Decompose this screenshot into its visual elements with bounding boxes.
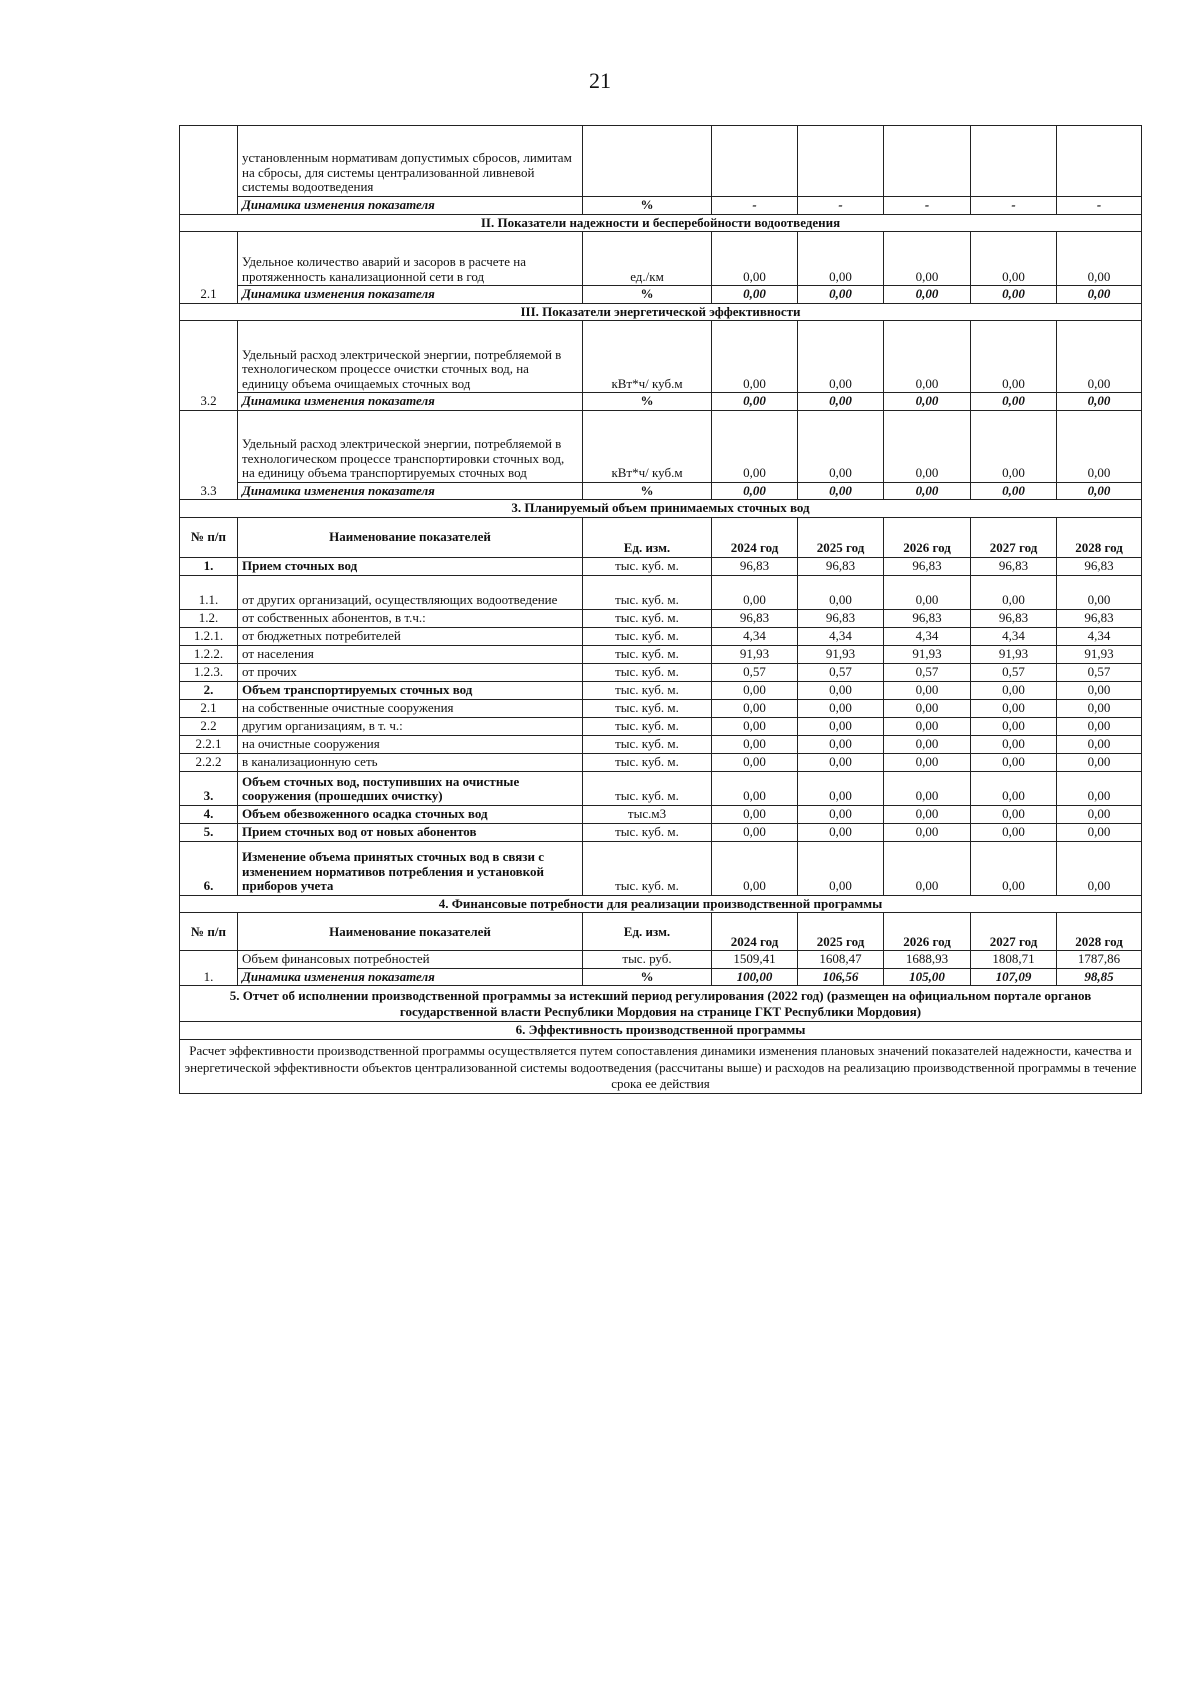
row-number: 3.3 — [180, 410, 238, 500]
volume-row — [180, 841, 1142, 895]
unit-cell — [583, 126, 712, 197]
value-cell — [884, 126, 971, 197]
section-title-row — [180, 500, 1142, 518]
indicator-row — [180, 232, 1142, 286]
indicators-table — [179, 125, 1142, 1094]
indicator-name: Изменение объема принятых сточных вод в связи с изменением нормативов потребления и установкой приборов учета — [238, 841, 583, 895]
unit-cell: тыс. куб. м. — [583, 663, 712, 681]
row-number: 4. — [180, 805, 238, 823]
volume-value-2: 0,00 — [798, 823, 884, 841]
volume-value-1: 0,00 — [712, 841, 798, 895]
header-row — [180, 517, 1142, 557]
section-title: 4. Финансовые потребности для реализации производственной программы — [180, 895, 1142, 913]
header-year-5: 2028 год — [1057, 913, 1142, 951]
volume-value-5: 0,00 — [1057, 823, 1142, 841]
dynamics-label: Динамика изменения показателя — [238, 482, 583, 500]
volume-value-1: 0,00 — [712, 753, 798, 771]
volume-value-1: 0,57 — [712, 663, 798, 681]
volume-value-2: 0,00 — [798, 841, 884, 895]
volume-value-3: 0,00 — [884, 717, 971, 735]
finance-value-5: 1787,86 — [1057, 951, 1142, 969]
dynamics-value-4: 0,00 — [971, 286, 1057, 304]
section-title: II. Показатели надежности и бесперебойности водоотведения — [180, 214, 1142, 232]
unit-cell: тыс. куб. м. — [583, 575, 712, 609]
volume-value-3: 0,00 — [884, 753, 971, 771]
section-title: 6. Эффективность производственной программы — [180, 1022, 1142, 1040]
dynamics-value-2: 106,56 — [798, 968, 884, 986]
volume-value-4: 0,00 — [971, 717, 1057, 735]
unit-cell: кВт*ч/ куб.м — [583, 410, 712, 482]
dynamics-row — [180, 393, 1142, 411]
dynamics-value-1: - — [712, 197, 798, 215]
indicator-value-5: 0,00 — [1057, 410, 1142, 482]
indicator-name: Удельное количество аварий и засоров в расчете на протяженность канализационной сети в год — [238, 232, 583, 286]
volume-row — [180, 717, 1142, 735]
finance-value-2: 1608,47 — [798, 951, 884, 969]
efficiency-text-row — [180, 1040, 1142, 1094]
volume-value-3: 96,83 — [884, 557, 971, 575]
unit-cell: ед./км — [583, 232, 712, 286]
indicator-value-4: 0,00 — [971, 321, 1057, 393]
dynamics-value-4: - — [971, 197, 1057, 215]
dynamics-value-2: 0,00 — [798, 482, 884, 500]
row-number — [180, 126, 238, 215]
header-year-3: 2026 год — [884, 913, 971, 951]
row-number: 3.2 — [180, 321, 238, 411]
header-row — [180, 913, 1142, 951]
volume-row — [180, 823, 1142, 841]
finance-value-1: 1509,41 — [712, 951, 798, 969]
dynamics-value-5: 0,00 — [1057, 286, 1142, 304]
header-year-4: 2027 год — [971, 517, 1057, 557]
indicator-value-2: 0,00 — [798, 232, 884, 286]
volume-value-4: 0,00 — [971, 735, 1057, 753]
header-number: № п/п — [180, 913, 238, 951]
value-cell — [1057, 126, 1142, 197]
volume-row — [180, 663, 1142, 681]
volume-value-1: 91,93 — [712, 645, 798, 663]
indicator-value-3: 0,00 — [884, 410, 971, 482]
volume-value-4: 0,00 — [971, 805, 1057, 823]
header-year-2: 2025 год — [798, 913, 884, 951]
value-cell — [971, 126, 1057, 197]
row-number: 2.1 — [180, 699, 238, 717]
volume-value-2: 0,00 — [798, 717, 884, 735]
volume-value-4: 0,00 — [971, 753, 1057, 771]
volume-value-5: 0,00 — [1057, 681, 1142, 699]
header-year-1: 2024 год — [712, 517, 798, 557]
dynamics-value-5: 0,00 — [1057, 482, 1142, 500]
volume-value-3: 91,93 — [884, 645, 971, 663]
section-title-row — [180, 214, 1142, 232]
volume-value-4: 0,57 — [971, 663, 1057, 681]
volume-value-2: 0,57 — [798, 663, 884, 681]
volume-value-3: 0,00 — [884, 841, 971, 895]
volume-value-5: 0,00 — [1057, 841, 1142, 895]
row-number: 1.2.3. — [180, 663, 238, 681]
row-number: 2.2.2 — [180, 753, 238, 771]
volume-row — [180, 575, 1142, 609]
page-number: 21 — [589, 68, 611, 93]
unit-cell: тыс. руб. — [583, 951, 712, 969]
row-number: 1.2.2. — [180, 645, 238, 663]
dynamics-value-1: 100,00 — [712, 968, 798, 986]
dynamics-value-2: 0,00 — [798, 286, 884, 304]
dynamics-value-1: 0,00 — [712, 482, 798, 500]
indicator-name: от бюджетных потребителей — [238, 627, 583, 645]
finance-value-3: 1688,93 — [884, 951, 971, 969]
volume-value-4: 0,00 — [971, 771, 1057, 805]
volume-row — [180, 645, 1142, 663]
volume-row — [180, 735, 1142, 753]
section-title-row — [180, 895, 1142, 913]
continuation-row — [180, 126, 1142, 197]
dynamics-label: Динамика изменения показателя — [238, 393, 583, 411]
volume-value-3: 96,83 — [884, 609, 971, 627]
dynamics-label: Динамика изменения показателя — [238, 968, 583, 986]
volume-value-2: 96,83 — [798, 609, 884, 627]
volume-row — [180, 699, 1142, 717]
volume-value-5: 0,00 — [1057, 717, 1142, 735]
dynamics-value-4: 107,09 — [971, 968, 1057, 986]
volume-row — [180, 771, 1142, 805]
indicator-value-1: 0,00 — [712, 232, 798, 286]
row-number: 2.2 — [180, 717, 238, 735]
unit-cell: кВт*ч/ куб.м — [583, 321, 712, 393]
volume-value-4: 0,00 — [971, 681, 1057, 699]
volume-value-5: 96,83 — [1057, 557, 1142, 575]
unit-cell: тыс. куб. м. — [583, 771, 712, 805]
volume-value-1: 0,00 — [712, 575, 798, 609]
row-number: 1. — [180, 951, 238, 986]
indicator-name: от населения — [238, 645, 583, 663]
indicator-name: Объем обезвоженного осадка сточных вод — [238, 805, 583, 823]
dynamics-value-5: 0,00 — [1057, 393, 1142, 411]
indicator-value-3: 0,00 — [884, 232, 971, 286]
dynamics-value-4: 0,00 — [971, 393, 1057, 411]
volume-row — [180, 557, 1142, 575]
indicator-name: в канализационную сеть — [238, 753, 583, 771]
indicator-name: Удельный расход электрической энергии, потребляемой в технологическом процессе очистки сточных вод, на единицу объема очищаемых сточных вод — [238, 321, 583, 393]
header-year-4: 2027 год — [971, 913, 1057, 951]
indicator-value-5: 0,00 — [1057, 321, 1142, 393]
volume-value-4: 96,83 — [971, 609, 1057, 627]
row-number: 6. — [180, 841, 238, 895]
unit-cell: тыс. куб. м. — [583, 735, 712, 753]
unit-cell: тыс. куб. м. — [583, 609, 712, 627]
volume-value-5: 91,93 — [1057, 645, 1142, 663]
indicator-value-4: 0,00 — [971, 232, 1057, 286]
volume-value-2: 0,00 — [798, 771, 884, 805]
dynamics-label: Динамика изменения показателя — [238, 197, 583, 215]
dynamics-value-3: 0,00 — [884, 393, 971, 411]
volume-row — [180, 627, 1142, 645]
dynamics-unit: % — [583, 482, 712, 500]
indicator-name: на очистные сооружения — [238, 735, 583, 753]
volume-value-5: 0,00 — [1057, 771, 1142, 805]
indicator-value-1: 0,00 — [712, 410, 798, 482]
indicator-value-5: 0,00 — [1057, 232, 1142, 286]
dynamics-value-5: 98,85 — [1057, 968, 1142, 986]
indicator-name: Прием сточных вод от новых абонентов — [238, 823, 583, 841]
volume-value-4: 0,00 — [971, 841, 1057, 895]
volume-value-5: 0,57 — [1057, 663, 1142, 681]
header-name: Наименование показателей — [238, 517, 583, 557]
row-number: 5. — [180, 823, 238, 841]
volume-value-4: 0,00 — [971, 823, 1057, 841]
dynamics-value-3: 0,00 — [884, 286, 971, 304]
volume-value-5: 96,83 — [1057, 609, 1142, 627]
dynamics-value-3: 0,00 — [884, 482, 971, 500]
volume-value-1: 0,00 — [712, 717, 798, 735]
volume-value-4: 4,34 — [971, 627, 1057, 645]
dynamics-value-1: 0,00 — [712, 286, 798, 304]
indicator-value-2: 0,00 — [798, 410, 884, 482]
indicator-name: от прочих — [238, 663, 583, 681]
report-row — [180, 986, 1142, 1022]
row-number: 2. — [180, 681, 238, 699]
program-document — [179, 125, 1141, 1094]
dynamics-unit: % — [583, 197, 712, 215]
indicator-name: Прием сточных вод — [238, 557, 583, 575]
indicator-name: Объем транспортируемых сточных вод — [238, 681, 583, 699]
volume-value-5: 4,34 — [1057, 627, 1142, 645]
volume-value-1: 96,83 — [712, 609, 798, 627]
dynamics-row — [180, 197, 1142, 215]
dynamics-row — [180, 968, 1142, 986]
volume-value-3: 0,00 — [884, 735, 971, 753]
dynamics-value-3: 105,00 — [884, 968, 971, 986]
volume-value-2: 0,00 — [798, 681, 884, 699]
volume-value-3: 0,00 — [884, 575, 971, 609]
unit-cell: тыс. куб. м. — [583, 681, 712, 699]
header-year-3: 2026 год — [884, 517, 971, 557]
dynamics-unit: % — [583, 286, 712, 304]
indicator-value-3: 0,00 — [884, 321, 971, 393]
row-number: 1.2. — [180, 609, 238, 627]
indicator-value-4: 0,00 — [971, 410, 1057, 482]
dynamics-value-2: - — [798, 197, 884, 215]
unit-cell: тыс. куб. м. — [583, 557, 712, 575]
row-number: 3. — [180, 771, 238, 805]
volume-value-3: 0,00 — [884, 771, 971, 805]
volume-value-5: 0,00 — [1057, 575, 1142, 609]
volume-value-5: 0,00 — [1057, 699, 1142, 717]
value-cell — [798, 126, 884, 197]
indicator-row — [180, 410, 1142, 482]
volume-value-1: 4,34 — [712, 627, 798, 645]
volume-value-3: 0,57 — [884, 663, 971, 681]
volume-value-3: 0,00 — [884, 805, 971, 823]
dynamics-row — [180, 286, 1142, 304]
dynamics-unit: % — [583, 393, 712, 411]
indicator-name: установленным нормативам допустимых сбросов, лимитам на сбросы, для системы централизованной ливневой системы водоотведения — [238, 126, 583, 197]
dynamics-label: Динамика изменения показателя — [238, 286, 583, 304]
header-number: № п/п — [180, 517, 238, 557]
row-number: 1.2.1. — [180, 627, 238, 645]
volume-value-3: 0,00 — [884, 681, 971, 699]
indicator-name: Объем сточных вод, поступивших на очистные сооружения (прошедших очистку) — [238, 771, 583, 805]
volume-value-1: 0,00 — [712, 823, 798, 841]
volume-value-2: 0,00 — [798, 805, 884, 823]
volume-value-2: 96,83 — [798, 557, 884, 575]
row-number: 1.1. — [180, 575, 238, 609]
volume-value-2: 91,93 — [798, 645, 884, 663]
value-cell — [712, 126, 798, 197]
dynamics-value-4: 0,00 — [971, 482, 1057, 500]
unit-cell: тыс. куб. м. — [583, 841, 712, 895]
volume-row — [180, 609, 1142, 627]
header-year-1: 2024 год — [712, 913, 798, 951]
volume-value-2: 0,00 — [798, 735, 884, 753]
header-unit: Ед. изм. — [583, 517, 712, 557]
volume-value-2: 0,00 — [798, 753, 884, 771]
volume-value-2: 0,00 — [798, 575, 884, 609]
volume-value-2: 0,00 — [798, 699, 884, 717]
header-year-5: 2028 год — [1057, 517, 1142, 557]
indicator-name: от других организаций, осуществляющих водоотведение — [238, 575, 583, 609]
header-year-2: 2025 год — [798, 517, 884, 557]
dynamics-value-1: 0,00 — [712, 393, 798, 411]
indicator-row — [180, 321, 1142, 393]
section-title-row — [180, 303, 1142, 321]
row-number: 2.2.1 — [180, 735, 238, 753]
unit-cell: тыс. куб. м. — [583, 753, 712, 771]
dynamics-value-5: - — [1057, 197, 1142, 215]
indicator-name: от собственных абонентов, в т.ч.: — [238, 609, 583, 627]
unit-cell: тыс. куб. м. — [583, 699, 712, 717]
dynamics-row — [180, 482, 1142, 500]
unit-cell: тыс. куб. м. — [583, 823, 712, 841]
finance-row — [180, 951, 1142, 969]
volume-value-3: 4,34 — [884, 627, 971, 645]
unit-cell: тыс. куб. м. — [583, 717, 712, 735]
unit-cell: тыс. куб. м. — [583, 627, 712, 645]
dynamics-unit: % — [583, 968, 712, 986]
report-title: 5. Отчет об исполнении производственной программы за истекший период регулирования (2022 год) (размещен на официальном портале органов государственной власти Республики Мордовия на странице ГКТ Республики Мордовия) — [180, 986, 1142, 1022]
unit-cell: тыс.м3 — [583, 805, 712, 823]
volume-value-2: 4,34 — [798, 627, 884, 645]
indicator-name: на собственные очистные сооружения — [238, 699, 583, 717]
header-name: Наименование показателей — [238, 913, 583, 951]
volume-value-4: 96,83 — [971, 557, 1057, 575]
volume-value-1: 0,00 — [712, 771, 798, 805]
volume-row — [180, 753, 1142, 771]
volume-value-1: 96,83 — [712, 557, 798, 575]
volume-value-5: 0,00 — [1057, 753, 1142, 771]
volume-value-3: 0,00 — [884, 699, 971, 717]
indicator-name: другим организациям, в т. ч.: — [238, 717, 583, 735]
volume-value-1: 0,00 — [712, 805, 798, 823]
dynamics-value-3: - — [884, 197, 971, 215]
row-number: 1. — [180, 557, 238, 575]
volume-value-4: 91,93 — [971, 645, 1057, 663]
volume-value-1: 0,00 — [712, 699, 798, 717]
indicator-value-1: 0,00 — [712, 321, 798, 393]
volume-value-5: 0,00 — [1057, 805, 1142, 823]
indicator-name: Объем финансовых потребностей — [238, 951, 583, 969]
indicator-value-2: 0,00 — [798, 321, 884, 393]
section-title-row — [180, 1022, 1142, 1040]
section-title: III. Показатели энергетической эффективности — [180, 303, 1142, 321]
efficiency-text: Расчет эффективности производственной программы осуществляется путем сопоставления динамики изменения плановых значений показателей надежности, качества и энергетической эффективности объектов централизованной системы водоотведения (рассчитаны выше) и расходов на реализацию производственной программы в течение срока ее действия — [180, 1040, 1142, 1094]
header-unit: Ед. изм. — [583, 913, 712, 951]
volume-value-4: 0,00 — [971, 699, 1057, 717]
unit-cell: тыс. куб. м. — [583, 645, 712, 663]
volume-row — [180, 805, 1142, 823]
volume-value-1: 0,00 — [712, 681, 798, 699]
indicator-name: Удельный расход электрической энергии, потребляемой в технологическом процессе транспортировки сточных вод, на единицу объема транспортируемых сточных вод — [238, 410, 583, 482]
section-title: 3. Планируемый объем принимаемых сточных вод — [180, 500, 1142, 518]
volume-row — [180, 681, 1142, 699]
row-number: 2.1 — [180, 232, 238, 304]
volume-value-5: 0,00 — [1057, 735, 1142, 753]
volume-value-1: 0,00 — [712, 735, 798, 753]
volume-value-4: 0,00 — [971, 575, 1057, 609]
volume-value-3: 0,00 — [884, 823, 971, 841]
dynamics-value-2: 0,00 — [798, 393, 884, 411]
finance-value-4: 1808,71 — [971, 951, 1057, 969]
indicators-table-body — [180, 126, 1142, 1094]
